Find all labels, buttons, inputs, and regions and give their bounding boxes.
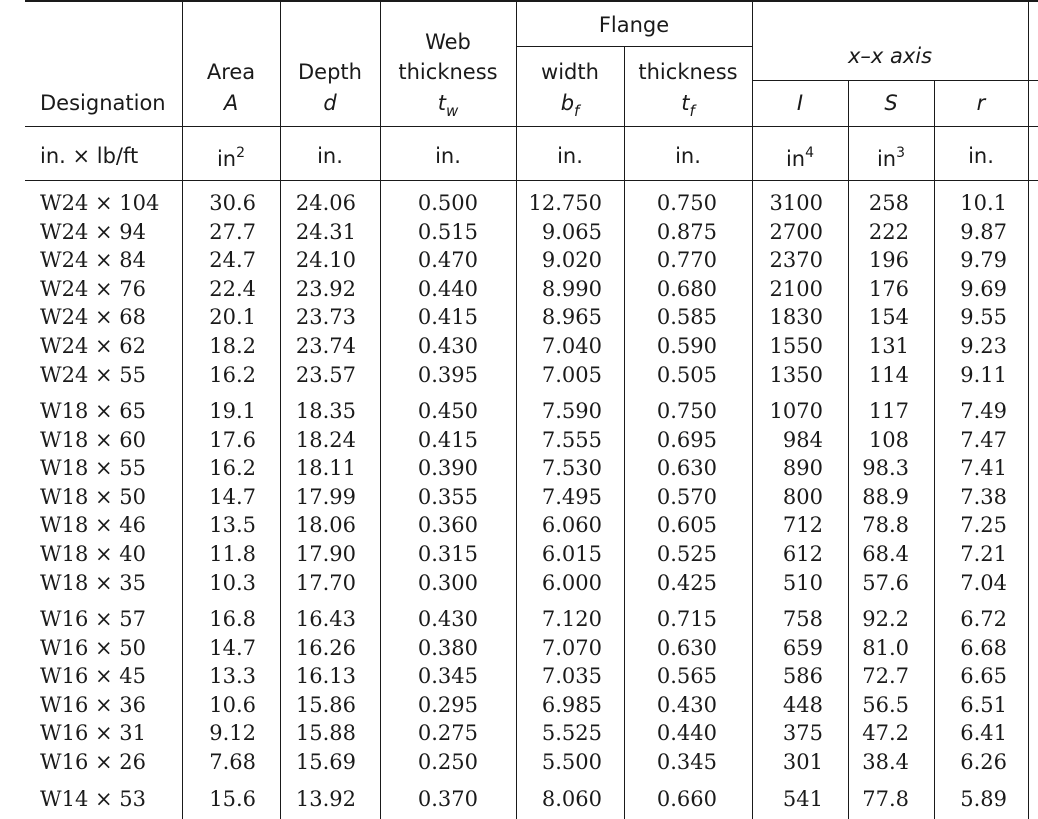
depth-cell: 24.10 xyxy=(295,248,356,272)
radius-of-gyration-cell: 5.89 xyxy=(960,787,1007,811)
area-cell: 14.7 xyxy=(209,485,256,509)
web-unit: in. xyxy=(435,144,461,168)
area-cell: 16.8 xyxy=(209,607,256,631)
web-thickness-cell: 0.355 xyxy=(417,485,478,509)
designation-unit: in. × lb/ft xyxy=(40,144,139,168)
moment-of-inertia-cell: 712 xyxy=(782,513,823,537)
web-thickness-cell: 0.415 xyxy=(417,428,478,452)
moment-of-inertia-cell: 1830 xyxy=(769,305,823,329)
radius-of-gyration-cell: 10.1 xyxy=(960,191,1007,215)
area-header: Area xyxy=(206,60,256,84)
radius-of-gyration-cell: 6.41 xyxy=(960,721,1007,745)
flange-width-cell: 7.555 xyxy=(541,428,602,452)
radius-of-gyration-cell: 6.26 xyxy=(960,750,1007,774)
area-cell: 22.4 xyxy=(209,277,256,301)
section-modulus-cell: 222 xyxy=(868,220,909,244)
moment-of-inertia-cell: 1070 xyxy=(769,399,823,423)
designation-cell: W16 × 57 xyxy=(40,607,146,631)
moment-of-inertia-cell: 758 xyxy=(782,607,823,631)
flange-width-cell: 8.990 xyxy=(541,277,602,301)
moment-of-inertia-cell: 890 xyxy=(782,456,823,480)
depth-header: Depth xyxy=(298,60,362,84)
depth-cell: 17.99 xyxy=(295,485,356,509)
flange-width-symbol xyxy=(516,93,624,119)
flange-thickness-cell: 0.570 xyxy=(656,485,717,509)
depth-cell: 15.69 xyxy=(295,750,356,774)
depth-unit: in. xyxy=(317,144,343,168)
moment-of-inertia-cell: 448 xyxy=(782,693,823,717)
web-thickness-cell: 0.300 xyxy=(417,571,478,595)
moment-of-inertia-unit-base: in xyxy=(785,147,806,171)
flange-thickness-symbol-subscript: f xyxy=(689,102,695,120)
area-cell: 15.6 xyxy=(209,787,256,811)
flange-width-cell: 9.020 xyxy=(541,248,602,272)
column-divider xyxy=(1028,0,1029,819)
section-modulus-cell: 98.3 xyxy=(862,456,909,480)
section-modulus-unit-exponent: 3 xyxy=(896,145,906,161)
web-thickness-cell: 0.500 xyxy=(417,191,478,215)
section-modulus-cell: 72.7 xyxy=(862,664,909,688)
flange-thickness-cell: 0.525 xyxy=(656,542,717,566)
radius-of-gyration-cell: 7.21 xyxy=(960,542,1007,566)
depth-cell: 16.43 xyxy=(295,607,356,631)
radius-of-gyration-cell: 7.47 xyxy=(960,428,1007,452)
xx-axis-label: x–x axis xyxy=(847,44,933,68)
web-symbol xyxy=(380,93,516,119)
depth-cell: 23.57 xyxy=(295,363,356,387)
flange-thickness-cell: 0.505 xyxy=(656,363,717,387)
area-cell: 19.1 xyxy=(209,399,256,423)
moment-of-inertia-symbol: I xyxy=(796,91,804,115)
flange-thickness-cell: 0.585 xyxy=(656,305,717,329)
flange-thickness-cell: 0.605 xyxy=(656,513,717,537)
flange-width-cell: 8.060 xyxy=(541,787,602,811)
web-thickness-cell: 0.295 xyxy=(417,693,478,717)
area-unit-exponent: 2 xyxy=(236,145,246,161)
web-symbol-subscript: w xyxy=(445,102,459,120)
flange-thickness-cell: 0.750 xyxy=(656,191,717,215)
flange-thickness-cell: 0.695 xyxy=(656,428,717,452)
radius-of-gyration-cell: 7.41 xyxy=(960,456,1007,480)
designation-cell: W24 × 104 xyxy=(40,191,160,215)
area-cell: 10.6 xyxy=(209,693,256,717)
web-header-line2: thickness xyxy=(398,60,498,84)
section-modulus-cell: 154 xyxy=(868,305,909,329)
area-cell: 13.3 xyxy=(209,664,256,688)
section-modulus-cell: 68.4 xyxy=(862,542,909,566)
section-modulus-cell: 117 xyxy=(868,399,909,423)
flange-group-header: Flange xyxy=(598,13,670,37)
web-thickness-cell: 0.360 xyxy=(417,513,478,537)
moment-of-inertia-unit-exponent: 4 xyxy=(805,145,815,161)
section-modulus-cell: 92.2 xyxy=(862,607,909,631)
designation-cell: W24 × 55 xyxy=(40,363,146,387)
flange-thickness-symbol-text: t xyxy=(681,91,690,115)
area-cell: 16.2 xyxy=(209,456,256,480)
flange-width-cell: 5.500 xyxy=(541,750,602,774)
depth-cell: 23.92 xyxy=(295,277,356,301)
section-modulus-cell: 57.6 xyxy=(862,571,909,595)
flange-thickness-cell: 0.660 xyxy=(656,787,717,811)
radius-of-gyration-symbol: r xyxy=(976,91,986,115)
flange-width-cell: 7.495 xyxy=(541,485,602,509)
area-symbol xyxy=(182,93,280,114)
radius-of-gyration-cell: 7.49 xyxy=(960,399,1007,423)
flange-width-cell: 7.040 xyxy=(541,334,602,358)
radius-of-gyration-header xyxy=(934,93,1028,114)
designation-cell: W24 × 76 xyxy=(40,277,146,301)
moment-of-inertia-header xyxy=(752,93,848,114)
radius-of-gyration-cell: 6.72 xyxy=(960,607,1007,631)
section-modulus-unit xyxy=(848,146,934,170)
depth-cell: 18.11 xyxy=(295,456,356,480)
area-cell: 10.3 xyxy=(209,571,256,595)
web-thickness-cell: 0.470 xyxy=(417,248,478,272)
section-modulus-header xyxy=(848,93,934,114)
designation-cell: W14 × 53 xyxy=(40,787,146,811)
section-modulus-cell: 38.4 xyxy=(862,750,909,774)
web-thickness-cell: 0.415 xyxy=(417,305,478,329)
moment-of-inertia-unit xyxy=(752,146,848,170)
designation-cell: W24 × 68 xyxy=(40,305,146,329)
depth-cell: 18.06 xyxy=(295,513,356,537)
designation-cell: W16 × 50 xyxy=(40,636,146,660)
section-modulus-symbol: S xyxy=(884,91,898,115)
section-modulus-cell: 114 xyxy=(868,363,909,387)
depth-cell: 23.74 xyxy=(295,334,356,358)
area-cell: 24.7 xyxy=(209,248,256,272)
radius-of-gyration-cell: 9.11 xyxy=(960,363,1007,387)
designation-cell: W18 × 60 xyxy=(40,428,146,452)
moment-of-inertia-cell: 800 xyxy=(782,485,823,509)
moment-of-inertia-cell: 375 xyxy=(782,721,823,745)
designation-cell: W24 × 62 xyxy=(40,334,146,358)
xx-axis-group-header xyxy=(752,46,1028,67)
radius-of-gyration-cell: 6.65 xyxy=(960,664,1007,688)
section-modulus-cell: 176 xyxy=(868,277,909,301)
flange-thickness-cell: 0.565 xyxy=(656,664,717,688)
section-modulus-cell: 56.5 xyxy=(862,693,909,717)
area-symbol-text: A xyxy=(223,91,239,115)
moment-of-inertia-cell: 1550 xyxy=(769,334,823,358)
flange-thickness-symbol xyxy=(624,93,752,119)
web-thickness-cell: 0.315 xyxy=(417,542,478,566)
radius-of-gyration-cell: 9.69 xyxy=(960,277,1007,301)
flange-thickness-cell: 0.430 xyxy=(656,693,717,717)
web-thickness-cell: 0.390 xyxy=(417,456,478,480)
web-thickness-cell: 0.345 xyxy=(417,664,478,688)
flange-thickness-cell: 0.440 xyxy=(656,721,717,745)
section-modulus-cell: 81.0 xyxy=(862,636,909,660)
depth-cell: 18.35 xyxy=(295,399,356,423)
area-cell: 9.12 xyxy=(209,721,256,745)
depth-cell: 15.88 xyxy=(295,721,356,745)
web-thickness-cell: 0.430 xyxy=(417,334,478,358)
flange-width-cell: 12.750 xyxy=(528,191,602,215)
depth-cell: 18.24 xyxy=(295,428,356,452)
depth-cell: 16.13 xyxy=(295,664,356,688)
flange-width-cell: 7.070 xyxy=(541,636,602,660)
depth-cell: 13.92 xyxy=(295,787,356,811)
moment-of-inertia-cell: 3100 xyxy=(769,191,823,215)
moment-of-inertia-cell: 586 xyxy=(782,664,823,688)
area-unit xyxy=(182,146,280,170)
depth-cell: 15.86 xyxy=(295,693,356,717)
section-modulus-cell: 88.9 xyxy=(862,485,909,509)
section-modulus-cell: 47.2 xyxy=(862,721,909,745)
radius-of-gyration-cell: 6.68 xyxy=(960,636,1007,660)
area-cell: 20.1 xyxy=(209,305,256,329)
depth-cell: 23.73 xyxy=(295,305,356,329)
flange-thickness-cell: 0.630 xyxy=(656,636,717,660)
flange-width-header: width xyxy=(541,60,599,84)
designation-cell: W18 × 46 xyxy=(40,513,146,537)
flange-width-cell: 5.525 xyxy=(541,721,602,745)
flange-thickness-cell: 0.590 xyxy=(656,334,717,358)
section-modulus-cell: 108 xyxy=(868,428,909,452)
area-cell: 27.7 xyxy=(209,220,256,244)
area-cell: 14.7 xyxy=(209,636,256,660)
web-thickness-cell: 0.380 xyxy=(417,636,478,660)
section-modulus-unit-base: in xyxy=(876,147,897,171)
flange-width-cell: 8.965 xyxy=(541,305,602,329)
area-cell: 7.68 xyxy=(209,750,256,774)
section-modulus-cell: 131 xyxy=(868,334,909,358)
designation-cell: W16 × 26 xyxy=(40,750,146,774)
designation-cell: W18 × 55 xyxy=(40,456,146,480)
depth-cell: 24.06 xyxy=(295,191,356,215)
flange-width-cell: 6.060 xyxy=(541,513,602,537)
area-unit-base: in xyxy=(216,147,237,171)
web-thickness-cell: 0.440 xyxy=(417,277,478,301)
web-thickness-cell: 0.450 xyxy=(417,399,478,423)
designation-cell: W24 × 94 xyxy=(40,220,146,244)
area-cell: 30.6 xyxy=(209,191,256,215)
top-rule xyxy=(25,0,1038,2)
designation-cell: W18 × 50 xyxy=(40,485,146,509)
area-cell: 16.2 xyxy=(209,363,256,387)
area-cell: 13.5 xyxy=(209,513,256,537)
moment-of-inertia-cell: 612 xyxy=(782,542,823,566)
designation-cell: W16 × 36 xyxy=(40,693,146,717)
flange-width-cell: 9.065 xyxy=(541,220,602,244)
section-modulus-cell: 78.8 xyxy=(862,513,909,537)
flange-thickness-cell: 0.425 xyxy=(656,571,717,595)
moment-of-inertia-cell: 510 xyxy=(782,571,823,595)
flange-width-cell: 7.035 xyxy=(541,664,602,688)
radius-of-gyration-cell: 9.79 xyxy=(960,248,1007,272)
flange-thickness-unit: in. xyxy=(675,144,701,168)
web-thickness-cell: 0.370 xyxy=(417,787,478,811)
moment-of-inertia-cell: 1350 xyxy=(769,363,823,387)
radius-of-gyration-cell: 9.55 xyxy=(960,305,1007,329)
web-thickness-cell: 0.250 xyxy=(417,750,478,774)
depth-cell: 17.70 xyxy=(295,571,356,595)
moment-of-inertia-cell: 2700 xyxy=(769,220,823,244)
flange-width-symbol-subscript: f xyxy=(574,102,580,120)
depth-symbol xyxy=(280,93,380,114)
flange-width-cell: 7.005 xyxy=(541,363,602,387)
radius-of-gyration-unit: in. xyxy=(968,144,994,168)
depth-symbol-text: d xyxy=(323,91,337,115)
flange-group-rule xyxy=(516,46,752,47)
flange-width-cell: 7.530 xyxy=(541,456,602,480)
flange-thickness-cell: 0.770 xyxy=(656,248,717,272)
web-thickness-cell: 0.275 xyxy=(417,721,478,745)
flange-width-cell: 6.985 xyxy=(541,693,602,717)
designation-cell: W16 × 31 xyxy=(40,721,146,745)
flange-width-cell: 6.000 xyxy=(541,571,602,595)
xx-axis-group-rule xyxy=(752,80,1038,81)
flange-thickness-cell: 0.630 xyxy=(656,456,717,480)
flange-width-symbol-text: b xyxy=(560,91,575,115)
web-symbol-text: t xyxy=(437,91,446,115)
designation-cell: W18 × 40 xyxy=(40,542,146,566)
radius-of-gyration-cell: 9.23 xyxy=(960,334,1007,358)
flange-thickness-header: thickness xyxy=(638,60,738,84)
web-thickness-cell: 0.395 xyxy=(417,363,478,387)
radius-of-gyration-cell: 7.25 xyxy=(960,513,1007,537)
depth-cell: 16.26 xyxy=(295,636,356,660)
area-cell: 18.2 xyxy=(209,334,256,358)
radius-of-gyration-cell: 9.87 xyxy=(960,220,1007,244)
units-rule xyxy=(25,180,1038,181)
designation-cell: W24 × 84 xyxy=(40,248,146,272)
header-rule xyxy=(25,126,1038,127)
designation-cell: W16 × 45 xyxy=(40,664,146,688)
flange-thickness-cell: 0.750 xyxy=(656,399,717,423)
flange-thickness-cell: 0.345 xyxy=(656,750,717,774)
designation-cell: W18 × 35 xyxy=(40,571,146,595)
moment-of-inertia-cell: 301 xyxy=(782,750,823,774)
flange-width-cell: 7.120 xyxy=(541,607,602,631)
web-header-line1: Web xyxy=(425,30,471,54)
flange-width-cell: 7.590 xyxy=(541,399,602,423)
area-cell: 17.6 xyxy=(209,428,256,452)
section-modulus-cell: 258 xyxy=(868,191,909,215)
moment-of-inertia-cell: 2100 xyxy=(769,277,823,301)
radius-of-gyration-cell: 6.51 xyxy=(960,693,1007,717)
flange-thickness-cell: 0.715 xyxy=(656,607,717,631)
moment-of-inertia-cell: 541 xyxy=(782,787,823,811)
web-thickness-cell: 0.515 xyxy=(417,220,478,244)
depth-cell: 24.31 xyxy=(295,220,356,244)
section-modulus-cell: 196 xyxy=(868,248,909,272)
moment-of-inertia-cell: 659 xyxy=(782,636,823,660)
radius-of-gyration-cell: 7.38 xyxy=(960,485,1007,509)
depth-cell: 17.90 xyxy=(295,542,356,566)
flange-thickness-cell: 0.875 xyxy=(656,220,717,244)
designation-cell: W18 × 65 xyxy=(40,399,146,423)
moment-of-inertia-cell: 2370 xyxy=(769,248,823,272)
section-modulus-cell: 77.8 xyxy=(862,787,909,811)
designation-header: Designation xyxy=(40,91,166,115)
area-cell: 11.8 xyxy=(209,542,256,566)
moment-of-inertia-cell: 984 xyxy=(782,428,823,452)
flange-width-unit: in. xyxy=(557,144,583,168)
flange-thickness-cell: 0.680 xyxy=(656,277,717,301)
radius-of-gyration-cell: 7.04 xyxy=(960,571,1007,595)
flange-width-cell: 6.015 xyxy=(541,542,602,566)
web-thickness-cell: 0.430 xyxy=(417,607,478,631)
